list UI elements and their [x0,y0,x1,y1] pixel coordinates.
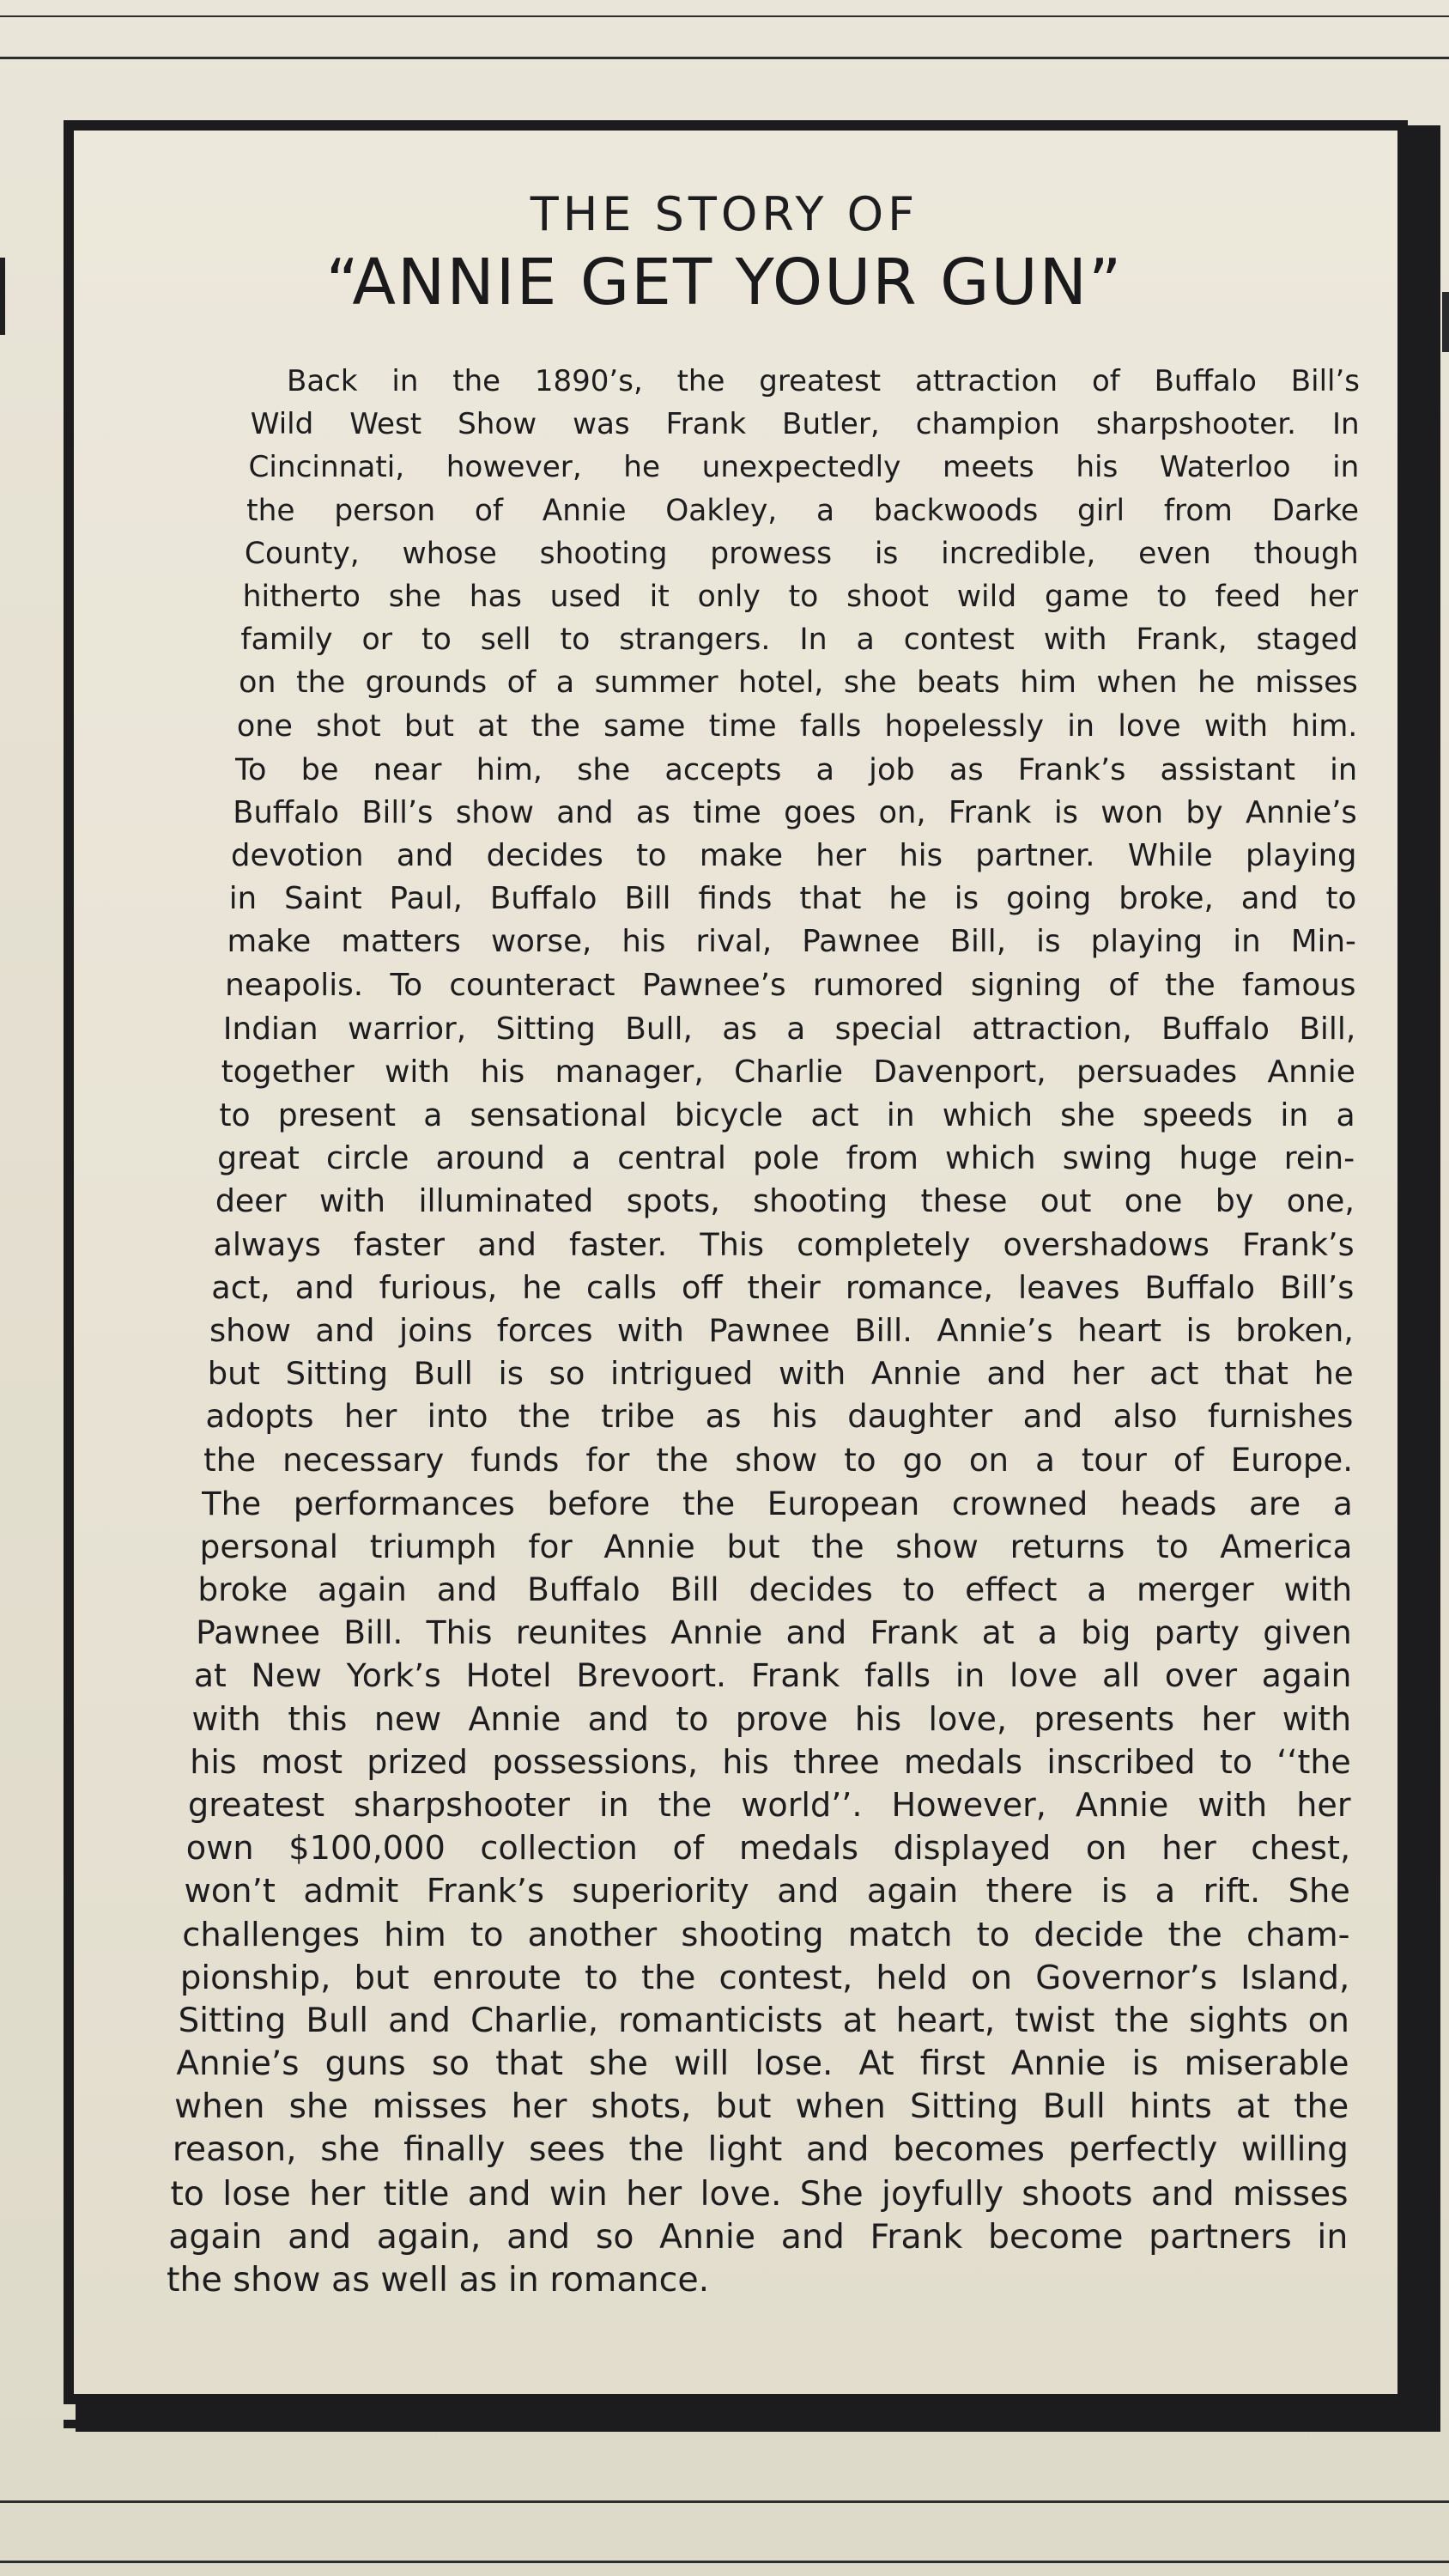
article-line: one shot but at the same time falls hopelessly in love with him. [236,709,1358,744]
article-line: devotion and decides to make her his partner. While playing [231,838,1357,873]
article-line: reason, she finally sees the light and becomes perfectly willing [172,2130,1349,2170]
article-line: hitherto she has used it only to shoot wild game to feed her [242,579,1359,614]
article-line: with this new Annie and to prove his love, presents her with [191,1699,1352,1738]
article-line: always faster and faster. This completely overshadows Frank’s [213,1225,1355,1263]
top-rule-lower [0,57,1449,59]
article-line: Wild West Show was Frank Butler, champion sharpshooter. In [250,407,1360,442]
article-line: broke again and Buffalo Bill decides to effect a merger with [197,1571,1353,1609]
article-line: when she misses her shots, but when Sitting Bull hints at the [174,2087,1349,2127]
article-line: Annie’s guns so that she will lose. At first Annie is miserable [176,2044,1349,2084]
article-line: Cincinnati, however, he unexpectedly meets his Waterloo in [248,450,1360,485]
article-line: won’t admit Frank’s superiority and again there is a rift. She [184,1872,1350,1911]
article-line: adopts her into the tribe as his daughter and also furnishes [205,1398,1354,1436]
article-line: greatest sharpshooter in the world’’. However, Annie with her [188,1786,1351,1824]
article-line: personal triumph for Annie but the show returns to America [199,1527,1353,1565]
article-line: The performances before the European crowned heads are a [201,1484,1353,1522]
article-line: his most prized possessions, his three medals inscribed to ‘‘the [190,1742,1351,1781]
top-rule-upper [0,15,1449,17]
article-line: again and again, and so Annie and Frank become partners in [168,2216,1349,2257]
heading-story-of: THE STORY OF [530,187,919,241]
article-line: pionship, but enroute to the contest, held on Governor’s Island, [179,1958,1350,1997]
frame-bottom-double-rule [64,2420,1440,2428]
article-line: but Sitting Bull is so intrigued with Annie and her act that he [207,1355,1354,1393]
article-line: own $100,000 collection of medals displayed on her chest, [185,1829,1351,1868]
article-line: show and joins forces with Pawnee Bill. Annie’s heart is broken, [209,1312,1354,1349]
article-line: Indian warrior, Sitting Bull, as a special attraction, Buffalo Bill, [222,1011,1356,1047]
article-line: great circle around a central pole from which swing huge rein- [217,1139,1355,1177]
article-line: on the grounds of a summer hotel, she beats him when he misses [239,665,1358,701]
article-line: Sitting Bull and Charlie, romanticists at heart, twist the sights on [178,2001,1349,2040]
article-line: the necessary funds for the show to go on a tour of Europe. [203,1441,1354,1479]
article-line: family or to sell to strangers. In a contest with Frank, staged [240,623,1359,658]
article-line: at New York’s Hotel Brevoort. Frank falls in love all over again [193,1656,1352,1695]
article-line: To be near him, she accepts a job as Frank’s assistant in [234,751,1358,787]
article-line: Back in the 1890’s, the greatest attraction of Buffalo Bill’s [287,364,1360,398]
article-line: the person of Annie Oakley, a backwoods girl from Darke [246,493,1360,528]
article-line: to lose her title and win her love. She joyfully shoots and misses [170,2174,1349,2214]
bottom-rule-lower [0,2561,1449,2563]
article-line: act, and furious, he calls off their romance, leaves Buffalo Bill’s [211,1268,1355,1306]
article-line: make matters worse, his rival, Pawnee Bill, is playing in Min- [227,924,1356,960]
article-line: together with his manager, Charlie Davenport, persuades Annie [221,1054,1355,1090]
article-line: County, whose shooting prowess is incredible, even though [244,536,1359,571]
article-line: to present a sensational bicycle act in which she speeds in a [219,1097,1355,1134]
article-line: in Saint Paul, Buffalo Bill finds that he is going broke, and to [228,881,1357,917]
article-line: Buffalo Bill’s show and as time goes on, Frank is won by Annie’s [233,794,1357,830]
heading-show-title: “ANNIE GET YOUR GUN” [325,246,1124,319]
article-line: deer with illuminated spots, shooting these out one by one, [215,1182,1355,1220]
article-line: Pawnee Bill. This reunites Annie and Frank at a big party given [196,1613,1352,1652]
article-line: challenges him to another shooting match to decide the cham- [182,1915,1350,1954]
bottom-rule-upper [0,2500,1449,2503]
article-line: the show as well as in romance. [167,2260,710,2300]
article-line: neapolis. To counteract Pawnee’s rumored signing of the famous [225,967,1356,1003]
